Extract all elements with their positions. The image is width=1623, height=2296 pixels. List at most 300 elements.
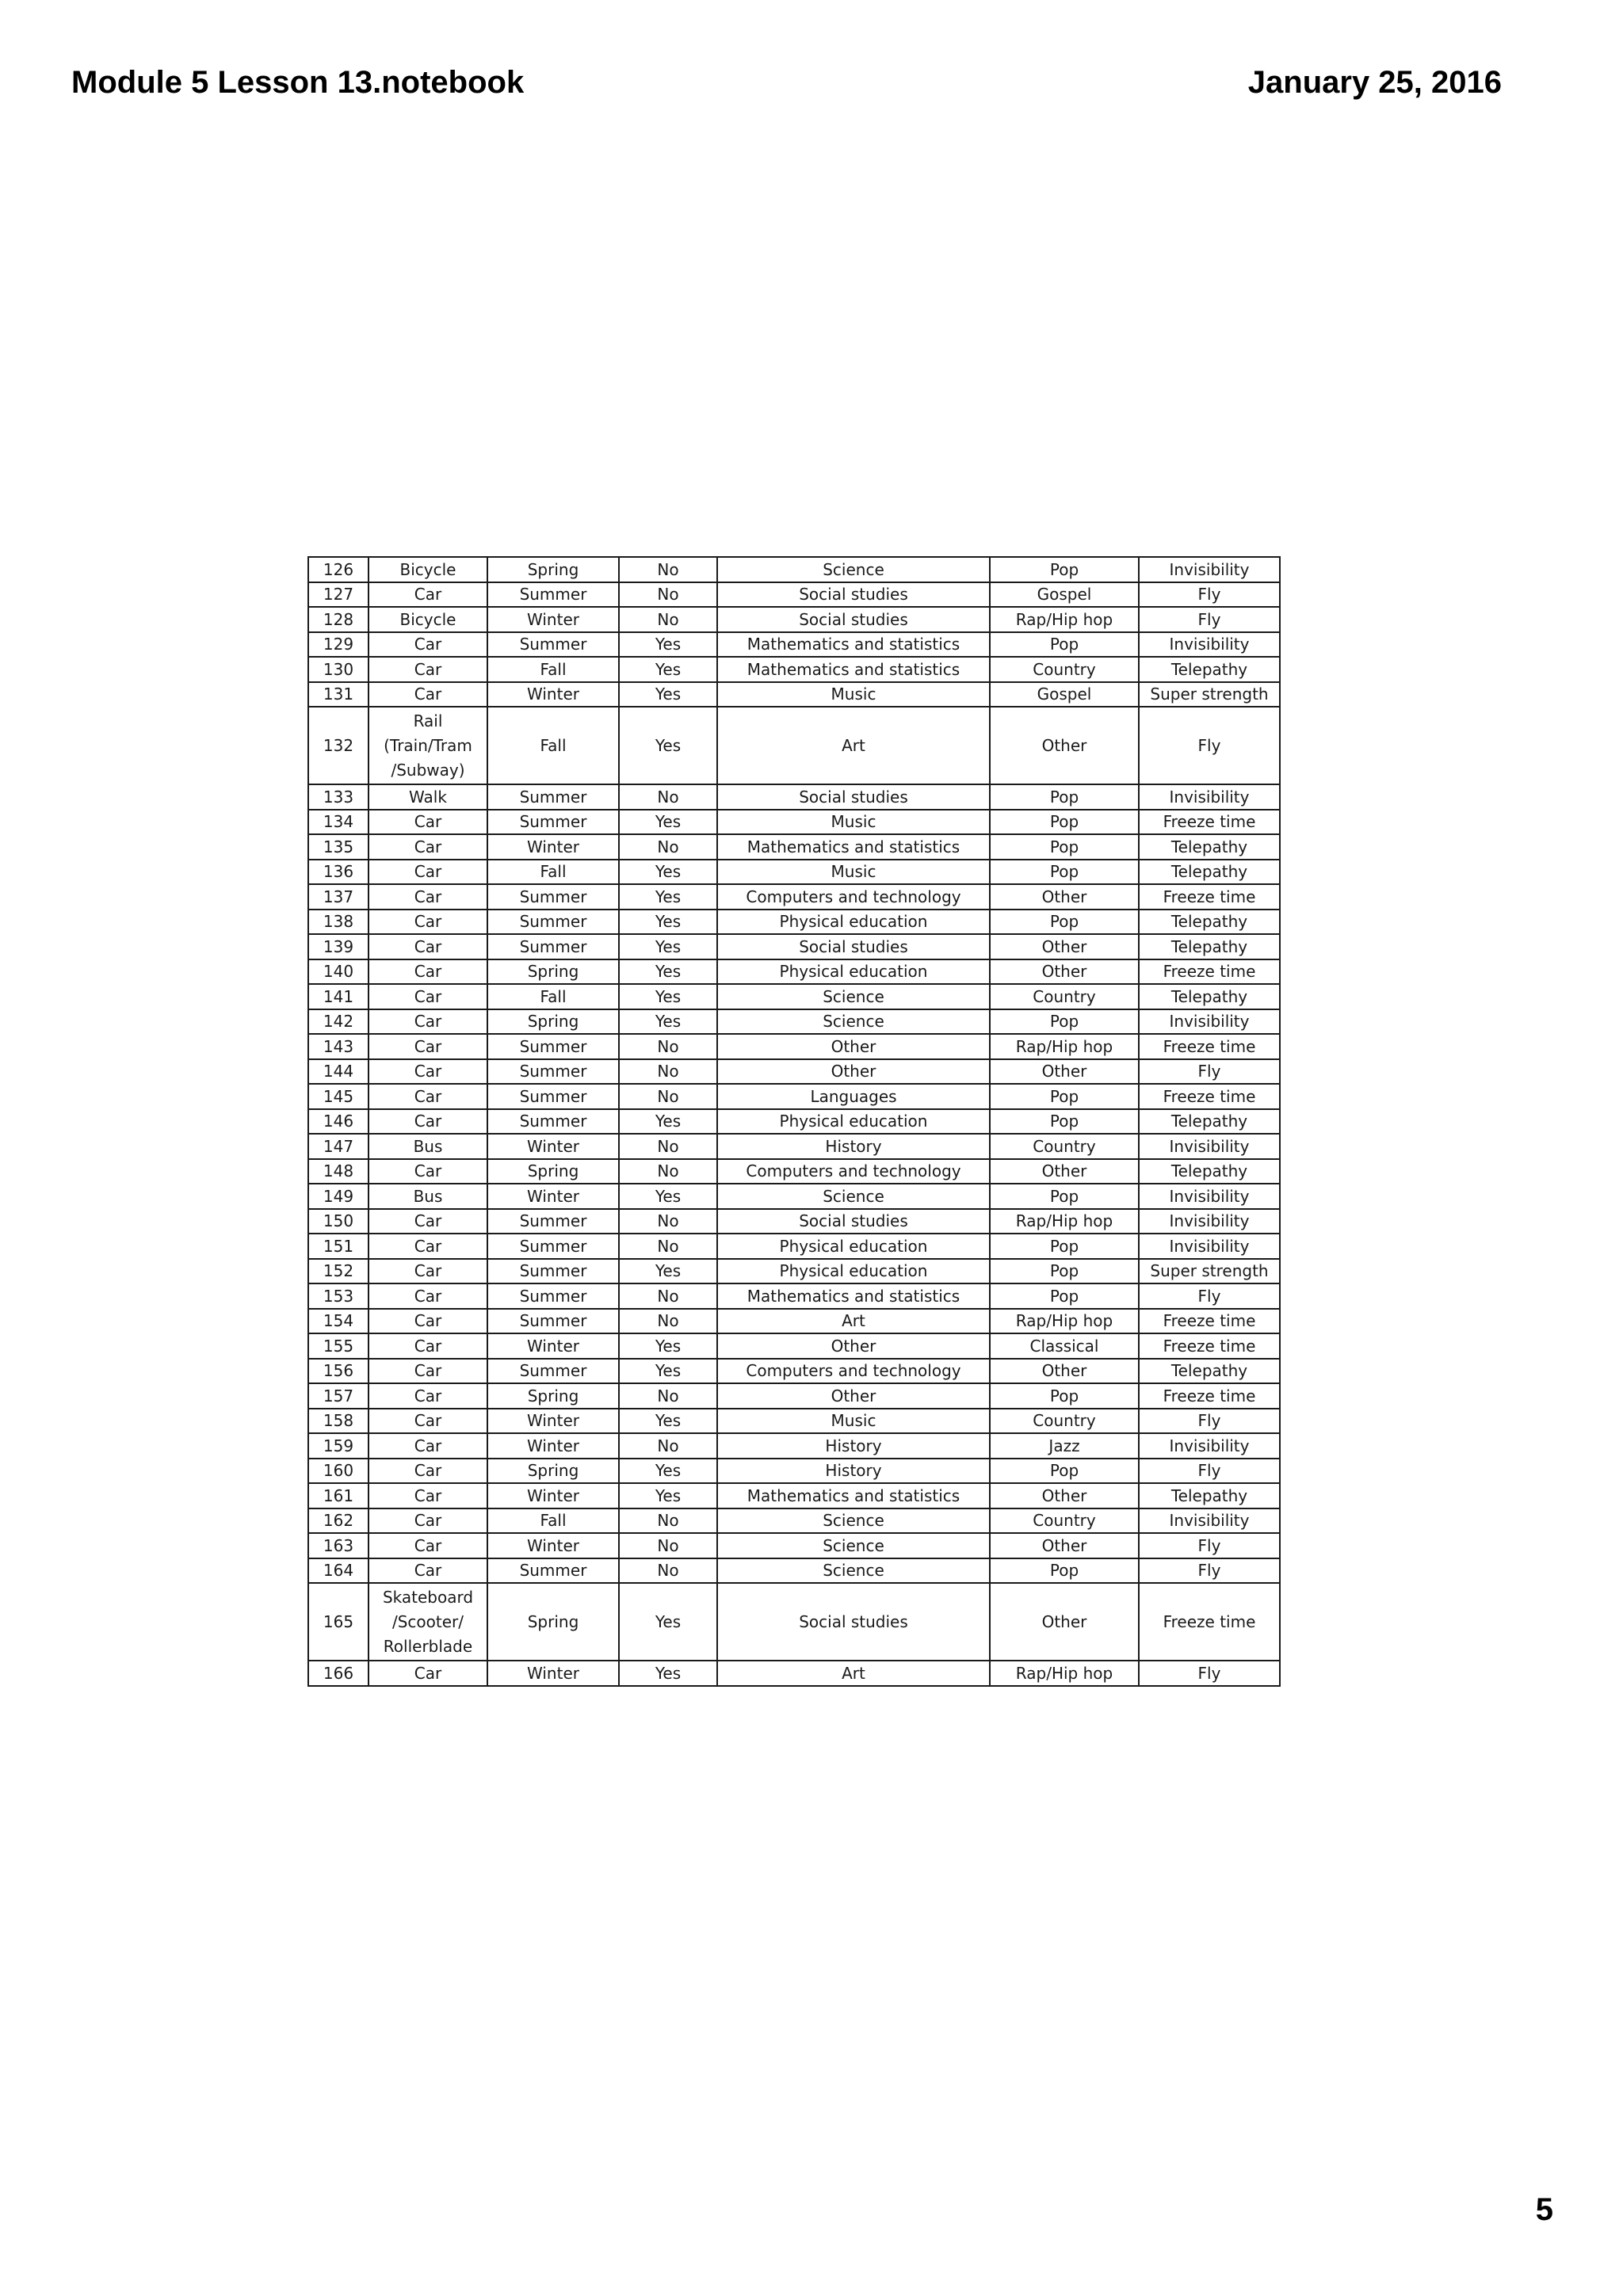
transport-cell: Car <box>369 984 487 1009</box>
superpower-cell: Freeze time <box>1139 1583 1280 1661</box>
subject-cell: Physical education <box>717 1109 990 1135</box>
music-cell: Rap/Hip hop <box>990 1209 1139 1234</box>
music-cell: Country <box>990 984 1139 1009</box>
row-number-cell: 127 <box>308 582 369 608</box>
season-cell: Summer <box>487 1283 619 1309</box>
table-row <box>308 1134 1280 1159</box>
subject-cell: Social studies <box>717 607 990 632</box>
row-number-cell: 164 <box>308 1558 369 1584</box>
table-row <box>308 1009 1280 1035</box>
music-cell: Other <box>990 1159 1139 1184</box>
music-cell: Pop <box>990 1234 1139 1259</box>
music-cell: Other <box>990 959 1139 985</box>
season-cell: Spring <box>487 1009 619 1035</box>
superpower-cell: Freeze time <box>1139 810 1280 835</box>
answer-cell: No <box>619 1034 717 1059</box>
transport-cell: Car <box>369 1533 487 1558</box>
season-cell: Summer <box>487 934 619 959</box>
transport-cell: Car <box>369 1459 487 1484</box>
subject-cell: Art <box>717 707 990 784</box>
transport-cell: Car <box>369 1383 487 1409</box>
answer-cell: No <box>619 1433 717 1459</box>
season-cell: Summer <box>487 1209 619 1234</box>
table-row <box>308 1383 1280 1409</box>
table-row <box>308 557 1280 582</box>
superpower-cell: Invisibility <box>1139 557 1280 582</box>
table-row <box>308 1533 1280 1558</box>
subject-cell: History <box>717 1433 990 1459</box>
row-number-cell: 163 <box>308 1533 369 1558</box>
row-number-cell: 140 <box>308 959 369 985</box>
row-number-cell: 165 <box>308 1583 369 1661</box>
subject-cell: Physical education <box>717 1234 990 1259</box>
season-cell: Summer <box>487 884 619 910</box>
row-number-cell: 158 <box>308 1409 369 1434</box>
answer-cell: Yes <box>619 810 717 835</box>
table-row <box>308 1084 1280 1109</box>
superpower-cell: Freeze time <box>1139 1084 1280 1109</box>
season-cell: Winter <box>487 607 619 632</box>
row-number-cell: 149 <box>308 1184 369 1209</box>
superpower-cell: Telepathy <box>1139 860 1280 885</box>
season-cell: Summer <box>487 1084 619 1109</box>
row-number-cell: 155 <box>308 1333 369 1359</box>
table-row <box>308 810 1280 835</box>
answer-cell: Yes <box>619 707 717 784</box>
answer-cell: No <box>619 607 717 632</box>
transport-cell: Car <box>369 1209 487 1234</box>
table-row <box>308 1034 1280 1059</box>
answer-cell: No <box>619 1059 717 1085</box>
answer-cell: No <box>619 1209 717 1234</box>
table-row <box>308 959 1280 985</box>
subject-cell: Social studies <box>717 934 990 959</box>
answer-cell: Yes <box>619 1409 717 1434</box>
music-cell: Pop <box>990 1259 1139 1284</box>
superpower-cell: Fly <box>1139 707 1280 784</box>
subject-cell: Other <box>717 1383 990 1409</box>
season-cell: Summer <box>487 1558 619 1584</box>
transport-cell: Car <box>369 1661 487 1686</box>
transport-cell: Bicycle <box>369 557 487 582</box>
season-cell: Fall <box>487 707 619 784</box>
subject-cell: Mathematics and statistics <box>717 1483 990 1508</box>
superpower-cell: Fly <box>1139 582 1280 608</box>
transport-cell: Car <box>369 1234 487 1259</box>
music-cell: Country <box>990 1508 1139 1534</box>
answer-cell: Yes <box>619 1661 717 1686</box>
superpower-cell: Freeze time <box>1139 1034 1280 1059</box>
row-number-cell: 142 <box>308 1009 369 1035</box>
superpower-cell: Invisibility <box>1139 784 1280 810</box>
season-cell: Spring <box>487 1383 619 1409</box>
table-row <box>308 1309 1280 1334</box>
subject-cell: Art <box>717 1661 990 1686</box>
table-row <box>308 1483 1280 1508</box>
table-row <box>308 1259 1280 1284</box>
season-cell: Fall <box>487 984 619 1009</box>
answer-cell: Yes <box>619 934 717 959</box>
row-number-cell: 148 <box>308 1159 369 1184</box>
transport-cell: Car <box>369 1558 487 1584</box>
table-row <box>308 632 1280 658</box>
row-number-cell: 151 <box>308 1234 369 1259</box>
subject-cell: Science <box>717 1508 990 1534</box>
transport-cell: Rail (Train/Tram /Subway) <box>369 707 487 784</box>
table-row <box>308 860 1280 885</box>
subject-cell: Social studies <box>717 582 990 608</box>
season-cell: Winter <box>487 834 619 860</box>
table-row <box>308 984 1280 1009</box>
table-row <box>308 707 1280 784</box>
music-cell: Pop <box>990 810 1139 835</box>
season-cell: Summer <box>487 910 619 935</box>
music-cell: Other <box>990 1359 1139 1384</box>
transport-cell: Car <box>369 834 487 860</box>
answer-cell: Yes <box>619 1259 717 1284</box>
page-title: Module 5 Lesson 13.notebook <box>71 65 525 100</box>
superpower-cell: Fly <box>1139 1459 1280 1484</box>
transport-cell: Bus <box>369 1134 487 1159</box>
answer-cell: Yes <box>619 1109 717 1135</box>
answer-cell: Yes <box>619 984 717 1009</box>
superpower-cell: Freeze time <box>1139 1383 1280 1409</box>
table-row <box>308 1209 1280 1234</box>
answer-cell: Yes <box>619 1583 717 1661</box>
music-cell: Rap/Hip hop <box>990 1661 1139 1686</box>
row-number-cell: 156 <box>308 1359 369 1384</box>
subject-cell: Science <box>717 984 990 1009</box>
subject-cell: Other <box>717 1034 990 1059</box>
table-row <box>308 1583 1280 1661</box>
answer-cell: Yes <box>619 1359 717 1384</box>
transport-cell: Bus <box>369 1184 487 1209</box>
music-cell: Other <box>990 1483 1139 1508</box>
row-number-cell: 126 <box>308 557 369 582</box>
season-cell: Summer <box>487 1109 619 1135</box>
transport-cell: Bicycle <box>369 607 487 632</box>
table-row <box>308 1184 1280 1209</box>
season-cell: Spring <box>487 1459 619 1484</box>
answer-cell: No <box>619 582 717 608</box>
row-number-cell: 135 <box>308 834 369 860</box>
season-cell: Winter <box>487 1533 619 1558</box>
row-number-cell: 131 <box>308 682 369 707</box>
row-number-cell: 159 <box>308 1433 369 1459</box>
superpower-cell: Invisibility <box>1139 1433 1280 1459</box>
season-cell: Summer <box>487 1309 619 1334</box>
season-cell: Winter <box>487 1409 619 1434</box>
table-row <box>308 582 1280 608</box>
music-cell: Country <box>990 1134 1139 1159</box>
music-cell: Gospel <box>990 682 1139 707</box>
music-cell: Pop <box>990 1459 1139 1484</box>
subject-cell: Music <box>717 810 990 835</box>
transport-cell: Walk <box>369 784 487 810</box>
answer-cell: No <box>619 1533 717 1558</box>
table-row <box>308 834 1280 860</box>
season-cell: Winter <box>487 682 619 707</box>
subject-cell: Mathematics and statistics <box>717 632 990 658</box>
row-number-cell: 150 <box>308 1209 369 1234</box>
music-cell: Pop <box>990 1558 1139 1584</box>
table-row <box>308 1283 1280 1309</box>
row-number-cell: 161 <box>308 1483 369 1508</box>
row-number-cell: 143 <box>308 1034 369 1059</box>
superpower-cell: Fly <box>1139 1059 1280 1085</box>
superpower-cell: Invisibility <box>1139 1209 1280 1234</box>
transport-cell: Car <box>369 1159 487 1184</box>
transport-cell: Car <box>369 934 487 959</box>
subject-cell: Other <box>717 1059 990 1085</box>
transport-cell: Car <box>369 1034 487 1059</box>
row-number-cell: 133 <box>308 784 369 810</box>
row-number-cell: 138 <box>308 910 369 935</box>
subject-cell: Computers and technology <box>717 884 990 910</box>
superpower-cell: Telepathy <box>1139 657 1280 682</box>
answer-cell: Yes <box>619 860 717 885</box>
superpower-cell: Fly <box>1139 1533 1280 1558</box>
row-number-cell: 145 <box>308 1084 369 1109</box>
season-cell: Winter <box>487 1184 619 1209</box>
transport-cell: Car <box>369 1283 487 1309</box>
row-number-cell: 134 <box>308 810 369 835</box>
season-cell: Winter <box>487 1661 619 1686</box>
table-row <box>308 1409 1280 1434</box>
transport-cell: Car <box>369 959 487 985</box>
answer-cell: Yes <box>619 1009 717 1035</box>
row-number-cell: 162 <box>308 1508 369 1534</box>
subject-cell: Mathematics and statistics <box>717 657 990 682</box>
subject-cell: Science <box>717 1184 990 1209</box>
music-cell: Pop <box>990 834 1139 860</box>
row-number-cell: 130 <box>308 657 369 682</box>
subject-cell: Social studies <box>717 1209 990 1234</box>
table-row <box>308 910 1280 935</box>
transport-cell: Car <box>369 910 487 935</box>
subject-cell: Social studies <box>717 1583 990 1661</box>
table-row <box>308 1359 1280 1384</box>
answer-cell: Yes <box>619 632 717 658</box>
transport-cell: Car <box>369 860 487 885</box>
subject-cell: Social studies <box>717 784 990 810</box>
transport-cell: Car <box>369 810 487 835</box>
page-date: January 25, 2016 <box>1247 65 1502 100</box>
season-cell: Fall <box>487 860 619 885</box>
transport-cell: Car <box>369 657 487 682</box>
season-cell: Summer <box>487 632 619 658</box>
superpower-cell: Telepathy <box>1139 910 1280 935</box>
superpower-cell: Fly <box>1139 607 1280 632</box>
season-cell: Winter <box>487 1134 619 1159</box>
table-row <box>308 1558 1280 1584</box>
music-cell: Pop <box>990 910 1139 935</box>
superpower-cell: Invisibility <box>1139 1184 1280 1209</box>
row-number-cell: 129 <box>308 632 369 658</box>
answer-cell: Yes <box>619 682 717 707</box>
season-cell: Summer <box>487 1359 619 1384</box>
table-row <box>308 1059 1280 1085</box>
table-row <box>308 657 1280 682</box>
table-row <box>308 1661 1280 1686</box>
table-row <box>308 1159 1280 1184</box>
season-cell: Winter <box>487 1433 619 1459</box>
page-number: 5 <box>1535 2192 1553 2227</box>
table-row <box>308 682 1280 707</box>
transport-cell: Car <box>369 1359 487 1384</box>
answer-cell: Yes <box>619 1459 717 1484</box>
subject-cell: Science <box>717 557 990 582</box>
transport-cell: Car <box>369 632 487 658</box>
table-row <box>308 934 1280 959</box>
answer-cell: No <box>619 834 717 860</box>
row-number-cell: 137 <box>308 884 369 910</box>
answer-cell: No <box>619 1309 717 1334</box>
subject-cell: Science <box>717 1558 990 1584</box>
music-cell: Other <box>990 707 1139 784</box>
season-cell: Summer <box>487 810 619 835</box>
superpower-cell: Invisibility <box>1139 1234 1280 1259</box>
subject-cell: Mathematics and statistics <box>717 834 990 860</box>
superpower-cell: Telepathy <box>1139 1109 1280 1135</box>
superpower-cell: Freeze time <box>1139 1333 1280 1359</box>
row-number-cell: 157 <box>308 1383 369 1409</box>
transport-cell: Car <box>369 682 487 707</box>
subject-cell: Mathematics and statistics <box>717 1283 990 1309</box>
superpower-cell: Invisibility <box>1139 1009 1280 1035</box>
subject-cell: Music <box>717 682 990 707</box>
subject-cell: Computers and technology <box>717 1159 990 1184</box>
transport-cell: Car <box>369 1333 487 1359</box>
season-cell: Summer <box>487 1259 619 1284</box>
music-cell: Other <box>990 1533 1139 1558</box>
subject-cell: Music <box>717 1409 990 1434</box>
music-cell: Pop <box>990 557 1139 582</box>
subject-cell: Physical education <box>717 959 990 985</box>
subject-cell: Computers and technology <box>717 1359 990 1384</box>
subject-cell: Other <box>717 1333 990 1359</box>
transport-cell: Car <box>369 884 487 910</box>
answer-cell: Yes <box>619 959 717 985</box>
row-number-cell: 141 <box>308 984 369 1009</box>
subject-cell: Physical education <box>717 910 990 935</box>
music-cell: Gospel <box>990 582 1139 608</box>
superpower-cell: Invisibility <box>1139 1134 1280 1159</box>
season-cell: Summer <box>487 582 619 608</box>
music-cell: Pop <box>990 632 1139 658</box>
subject-cell: Art <box>717 1309 990 1334</box>
season-cell: Summer <box>487 784 619 810</box>
music-cell: Pop <box>990 784 1139 810</box>
superpower-cell: Freeze time <box>1139 959 1280 985</box>
subject-cell: Science <box>717 1533 990 1558</box>
season-cell: Summer <box>487 1234 619 1259</box>
music-cell: Other <box>990 1059 1139 1085</box>
music-cell: Jazz <box>990 1433 1139 1459</box>
music-cell: Pop <box>990 1383 1139 1409</box>
season-cell: Summer <box>487 1059 619 1085</box>
transport-cell: Car <box>369 1409 487 1434</box>
answer-cell: No <box>619 1234 717 1259</box>
subject-cell: Physical education <box>717 1259 990 1284</box>
transport-cell: Car <box>369 1483 487 1508</box>
answer-cell: No <box>619 1283 717 1309</box>
transport-cell: Car <box>369 1309 487 1334</box>
superpower-cell: Telepathy <box>1139 1159 1280 1184</box>
answer-cell: Yes <box>619 910 717 935</box>
season-cell: Spring <box>487 1583 619 1661</box>
survey-table <box>307 556 1281 1687</box>
survey-table-body <box>308 557 1280 1686</box>
answer-cell: Yes <box>619 657 717 682</box>
superpower-cell: Invisibility <box>1139 1508 1280 1534</box>
row-number-cell: 166 <box>308 1661 369 1686</box>
row-number-cell: 144 <box>308 1059 369 1085</box>
answer-cell: No <box>619 557 717 582</box>
superpower-cell: Telepathy <box>1139 834 1280 860</box>
music-cell: Other <box>990 934 1139 959</box>
season-cell: Spring <box>487 959 619 985</box>
music-cell: Country <box>990 657 1139 682</box>
transport-cell: Car <box>369 1259 487 1284</box>
superpower-cell: Telepathy <box>1139 984 1280 1009</box>
superpower-cell: Super strength <box>1139 1259 1280 1284</box>
music-cell: Rap/Hip hop <box>990 607 1139 632</box>
subject-cell: History <box>717 1134 990 1159</box>
transport-cell: Car <box>369 1084 487 1109</box>
music-cell: Rap/Hip hop <box>990 1309 1139 1334</box>
season-cell: Spring <box>487 1159 619 1184</box>
superpower-cell: Telepathy <box>1139 1483 1280 1508</box>
table-row <box>308 884 1280 910</box>
table-row <box>308 1433 1280 1459</box>
season-cell: Spring <box>487 557 619 582</box>
season-cell: Fall <box>487 1508 619 1534</box>
table-row <box>308 1109 1280 1135</box>
transport-cell: Car <box>369 1433 487 1459</box>
superpower-cell: Telepathy <box>1139 1359 1280 1384</box>
transport-cell: Car <box>369 582 487 608</box>
subject-cell: Languages <box>717 1084 990 1109</box>
answer-cell: Yes <box>619 1184 717 1209</box>
row-number-cell: 152 <box>308 1259 369 1284</box>
season-cell: Summer <box>487 1034 619 1059</box>
music-cell: Pop <box>990 1184 1139 1209</box>
music-cell: Country <box>990 1409 1139 1434</box>
superpower-cell: Fly <box>1139 1283 1280 1309</box>
superpower-cell: Fly <box>1139 1661 1280 1686</box>
music-cell: Rap/Hip hop <box>990 1034 1139 1059</box>
row-number-cell: 139 <box>308 934 369 959</box>
season-cell: Winter <box>487 1483 619 1508</box>
subject-cell: Music <box>717 860 990 885</box>
subject-cell: Science <box>717 1009 990 1035</box>
row-number-cell: 146 <box>308 1109 369 1135</box>
season-cell: Fall <box>487 657 619 682</box>
superpower-cell: Telepathy <box>1139 934 1280 959</box>
answer-cell: Yes <box>619 1333 717 1359</box>
superpower-cell: Super strength <box>1139 682 1280 707</box>
answer-cell: No <box>619 1134 717 1159</box>
superpower-cell: Fly <box>1139 1409 1280 1434</box>
transport-cell: Skateboard /Scooter/ Rollerblade <box>369 1583 487 1661</box>
music-cell: Classical <box>990 1333 1139 1359</box>
row-number-cell: 153 <box>308 1283 369 1309</box>
superpower-cell: Fly <box>1139 1558 1280 1584</box>
row-number-cell: 136 <box>308 860 369 885</box>
table-row <box>308 607 1280 632</box>
table-row <box>308 1234 1280 1259</box>
